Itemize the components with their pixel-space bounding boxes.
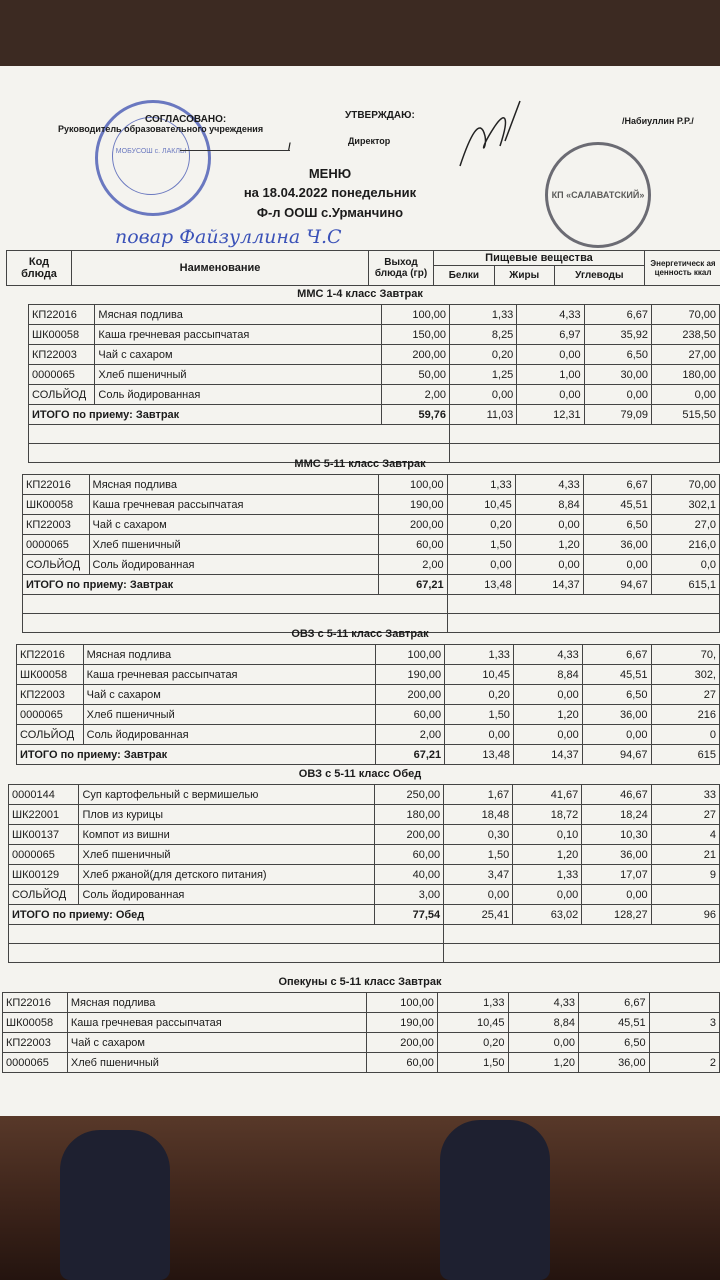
dish-carbs: 36,00 xyxy=(582,705,651,725)
section-title: ОВЗ с 5-11 класс Завтрак xyxy=(291,628,429,640)
dish-energy: 302,1 xyxy=(651,495,719,515)
total-label: ИТОГО по приему: Завтрак xyxy=(17,745,376,765)
dish-fat: 0,00 xyxy=(508,1033,579,1053)
total-value: 615 xyxy=(651,745,719,765)
table-row xyxy=(17,665,720,685)
dish-code: ШК00129 xyxy=(9,865,79,885)
table-row xyxy=(29,345,720,365)
dish-code: ШК00058 xyxy=(17,665,84,685)
dish-protein: 1,33 xyxy=(450,305,517,325)
total-value: 67,21 xyxy=(375,745,444,765)
signer-name: /Набиуллин Р.Р./ xyxy=(622,116,694,126)
dish-yield: 150,00 xyxy=(382,325,450,345)
dish-name: Суп картофельный с вермишелью xyxy=(79,785,374,805)
dish-fat: 1,20 xyxy=(513,705,582,725)
dish-carbs: 45,51 xyxy=(579,1013,650,1033)
dish-name: Соль йодированная xyxy=(79,885,374,905)
dish-yield: 60,00 xyxy=(379,535,448,555)
dish-yield: 2,00 xyxy=(375,725,444,745)
dish-name: Хлеб пшеничный xyxy=(83,705,375,725)
dish-code: КП22016 xyxy=(23,475,90,495)
dish-protein: 1,50 xyxy=(444,845,513,865)
section-title: ММС 1-4 класс Завтрак xyxy=(297,288,423,300)
dish-protein: 0,20 xyxy=(445,685,514,705)
dish-protein: 0,20 xyxy=(450,345,517,365)
dish-protein: 1,50 xyxy=(445,705,514,725)
total-value: 63,02 xyxy=(513,905,582,925)
dish-protein: 10,45 xyxy=(445,665,514,685)
dish-name: Хлеб пшеничный xyxy=(67,1053,366,1073)
table-row xyxy=(29,385,720,405)
col-carbs: Углеводы xyxy=(554,266,644,286)
dish-name: Компот из вишни xyxy=(79,825,374,845)
dish-energy: 9 xyxy=(651,865,719,885)
dish-yield: 100,00 xyxy=(367,993,438,1013)
table-row xyxy=(17,685,720,705)
dish-fat: 18,72 xyxy=(513,805,582,825)
director-label: Директор xyxy=(348,136,391,146)
dish-name: Каша гречневая рассыпчатая xyxy=(67,1013,366,1033)
dish-code: ШК00137 xyxy=(9,825,79,845)
table-row xyxy=(17,645,720,665)
dish-name: Хлеб пшеничный xyxy=(95,365,382,385)
dish-yield: 180,00 xyxy=(374,805,443,825)
dish-yield: 190,00 xyxy=(375,665,444,685)
dish-energy: 238,50 xyxy=(652,325,720,345)
dish-energy xyxy=(649,993,719,1013)
dish-name: Хлеб пшеничный xyxy=(79,845,374,865)
dish-fat: 8,84 xyxy=(508,1013,579,1033)
dish-protein: 0,00 xyxy=(444,885,513,905)
dish-code: 0000065 xyxy=(9,845,79,865)
dish-code: 0000065 xyxy=(3,1053,68,1073)
table-row xyxy=(3,993,720,1013)
dish-fat: 4,33 xyxy=(513,645,582,665)
dish-carbs: 10,30 xyxy=(582,825,651,845)
shoe-left xyxy=(60,1130,170,1280)
dish-yield: 2,00 xyxy=(379,555,448,575)
table-row xyxy=(23,535,720,555)
table-row xyxy=(9,865,720,885)
dish-carbs: 35,92 xyxy=(584,325,651,345)
dish-fat: 41,67 xyxy=(513,785,582,805)
table-row xyxy=(3,1013,720,1033)
dish-code: 0000065 xyxy=(17,705,84,725)
dish-energy: 0,00 xyxy=(652,385,720,405)
dish-protein: 1,67 xyxy=(444,785,513,805)
section-table xyxy=(16,644,720,765)
dish-carbs: 36,00 xyxy=(582,845,651,865)
dish-fat: 0,00 xyxy=(517,345,584,365)
dish-energy: 180,00 xyxy=(652,365,720,385)
dish-fat: 0,00 xyxy=(513,725,582,745)
col-yield: Выход блюда (гр) xyxy=(369,251,434,286)
total-row xyxy=(9,905,720,925)
table-row xyxy=(3,1053,720,1073)
total-value: 615,1 xyxy=(651,575,719,595)
dish-energy: 4 xyxy=(651,825,719,845)
total-row xyxy=(29,405,720,425)
dish-energy: 216,0 xyxy=(651,535,719,555)
dish-code: КП22003 xyxy=(23,515,90,535)
dish-protein: 10,45 xyxy=(447,495,515,515)
dish-code: 0000144 xyxy=(9,785,79,805)
table-row xyxy=(17,725,720,745)
dish-protein: 1,33 xyxy=(447,475,515,495)
dish-protein: 1,25 xyxy=(450,365,517,385)
dish-yield: 100,00 xyxy=(379,475,448,495)
dish-name: Соль йодированная xyxy=(95,385,382,405)
stamp-company-icon xyxy=(545,142,651,248)
col-fat: Жиры xyxy=(494,266,554,286)
dish-energy: 3 xyxy=(649,1013,719,1033)
agreed-label: СОГЛАСОВАНО: xyxy=(145,114,227,125)
dish-carbs: 6,67 xyxy=(584,305,651,325)
dish-carbs: 0,00 xyxy=(582,885,651,905)
dish-energy: 216 xyxy=(651,705,719,725)
table-row xyxy=(9,845,720,865)
cook-note: повар Файзуллина Ч.С xyxy=(115,226,342,248)
dish-carbs: 6,67 xyxy=(583,475,651,495)
dish-code: КП22003 xyxy=(29,345,95,365)
dish-protein: 0,00 xyxy=(445,725,514,745)
dish-fat: 0,00 xyxy=(513,685,582,705)
section-title: ММС 5-11 класс Завтрак xyxy=(294,458,426,470)
section-table xyxy=(2,992,720,1073)
col-name: Наименование xyxy=(72,251,369,286)
empty-row xyxy=(9,925,720,944)
dish-yield: 200,00 xyxy=(382,345,450,365)
table-row xyxy=(29,365,720,385)
section-table xyxy=(22,474,720,633)
table-row xyxy=(29,305,720,325)
total-value: 25,41 xyxy=(444,905,513,925)
agreed-role: Руководитель образовательного учреждения xyxy=(58,124,264,134)
empty-row xyxy=(29,425,720,444)
dish-fat: 0,00 xyxy=(515,555,583,575)
dish-fat: 4,33 xyxy=(515,475,583,495)
dish-code: СОЛЬЙОД xyxy=(29,385,95,405)
dish-yield: 60,00 xyxy=(374,845,443,865)
director-signature-icon xyxy=(450,96,530,176)
dish-fat: 4,33 xyxy=(508,993,579,1013)
dish-code: ШК00058 xyxy=(29,325,95,345)
dish-carbs: 6,50 xyxy=(582,685,651,705)
col-code: Код блюда xyxy=(7,251,72,286)
dish-fat: 1,20 xyxy=(515,535,583,555)
dish-code: КП22016 xyxy=(3,993,68,1013)
dish-name: Плов из курицы xyxy=(79,805,374,825)
dish-code: СОЛЬЙОД xyxy=(17,725,84,745)
dish-fat: 1,00 xyxy=(517,365,584,385)
col-nutrients: Пищевые вещества xyxy=(434,251,645,266)
dish-fat: 1,33 xyxy=(513,865,582,885)
table-row xyxy=(9,785,720,805)
stamp-company-text: КП «САЛАВАТСКИЙ» xyxy=(551,190,645,200)
dish-carbs: 6,50 xyxy=(579,1033,650,1053)
empty-row xyxy=(9,944,720,963)
dish-protein: 3,47 xyxy=(444,865,513,885)
dish-energy: 70,00 xyxy=(652,305,720,325)
total-value: 67,21 xyxy=(379,575,448,595)
dish-fat: 0,10 xyxy=(513,825,582,845)
dish-protein: 1,50 xyxy=(447,535,515,555)
col-energy: Энергетическ ая ценность ккал xyxy=(645,251,720,286)
dish-protein: 18,48 xyxy=(444,805,513,825)
dish-code: СОЛЬЙОД xyxy=(23,555,90,575)
dish-carbs: 6,50 xyxy=(584,345,651,365)
dish-protein: 0,20 xyxy=(447,515,515,535)
section-title: ОВЗ с 5-11 класс Обед xyxy=(298,768,422,780)
dish-name: Хлеб пшеничный xyxy=(89,535,379,555)
dish-yield: 100,00 xyxy=(382,305,450,325)
dish-name: Каша гречневая рассыпчатая xyxy=(83,665,375,685)
dish-energy: 33 xyxy=(651,785,719,805)
table-row xyxy=(23,475,720,495)
dish-code: КП22003 xyxy=(3,1033,68,1053)
dish-name: Мясная подлива xyxy=(89,475,379,495)
dish-yield: 100,00 xyxy=(375,645,444,665)
total-value: 96 xyxy=(651,905,719,925)
total-row xyxy=(23,575,720,595)
menu-title: МЕНЮ xyxy=(308,166,352,181)
dish-code: ШК00058 xyxy=(3,1013,68,1033)
empty-row xyxy=(23,595,720,614)
approve-label: УТВЕРЖДАЮ: xyxy=(345,110,415,121)
dish-carbs: 18,24 xyxy=(582,805,651,825)
dish-carbs: 6,67 xyxy=(582,645,651,665)
total-label: ИТОГО по приему: Завтрак xyxy=(29,405,382,425)
menu-sheet xyxy=(0,66,720,1116)
dish-fat: 0,00 xyxy=(517,385,584,405)
col-protein: Белки xyxy=(434,266,495,286)
total-value: 12,31 xyxy=(517,405,584,425)
dish-yield: 2,00 xyxy=(382,385,450,405)
stamp-school-text: МОБУСОШ с. ЛАКЛЫ xyxy=(115,148,187,155)
signature-line xyxy=(180,150,290,151)
dish-yield: 250,00 xyxy=(374,785,443,805)
dish-protein: 0,20 xyxy=(437,1033,508,1053)
dish-carbs: 0,00 xyxy=(582,725,651,745)
dish-protein: 10,45 xyxy=(437,1013,508,1033)
dish-code: КП22003 xyxy=(17,685,84,705)
dish-energy: 70,00 xyxy=(651,475,719,495)
dish-energy: 21 xyxy=(651,845,719,865)
dish-code: КП22016 xyxy=(17,645,84,665)
total-value: 14,37 xyxy=(515,575,583,595)
column-header-table xyxy=(6,250,720,286)
table-row xyxy=(9,885,720,905)
dish-yield: 40,00 xyxy=(374,865,443,885)
section-table xyxy=(28,304,720,463)
dish-protein: 0,00 xyxy=(450,385,517,405)
table-row xyxy=(29,325,720,345)
table-row xyxy=(23,515,720,535)
dish-yield: 200,00 xyxy=(367,1033,438,1053)
total-value: 77,54 xyxy=(374,905,443,925)
dish-yield: 3,00 xyxy=(374,885,443,905)
dish-name: Соль йодированная xyxy=(83,725,375,745)
dish-name: Чай с сахаром xyxy=(83,685,375,705)
dish-fat: 8,84 xyxy=(515,495,583,515)
dish-yield: 200,00 xyxy=(379,515,448,535)
dish-yield: 200,00 xyxy=(375,685,444,705)
dish-name: Чай с сахаром xyxy=(95,345,382,365)
dish-name: Каша гречневая рассыпчатая xyxy=(95,325,382,345)
total-value: 94,67 xyxy=(582,745,651,765)
total-label: ИТОГО по приему: Завтрак xyxy=(23,575,379,595)
dish-yield: 190,00 xyxy=(379,495,448,515)
dish-carbs: 0,00 xyxy=(583,555,651,575)
table-row xyxy=(17,705,720,725)
dish-protein: 0,30 xyxy=(444,825,513,845)
dish-energy: 0 xyxy=(651,725,719,745)
dish-name: Хлеб ржаной(для детского питания) xyxy=(79,865,374,885)
dish-code: КП22016 xyxy=(29,305,95,325)
total-value: 13,48 xyxy=(447,575,515,595)
dish-energy: 27 xyxy=(651,805,719,825)
dish-code: 0000065 xyxy=(29,365,95,385)
total-value: 515,50 xyxy=(652,405,720,425)
dish-energy: 70, xyxy=(651,645,719,665)
dish-energy xyxy=(649,1033,719,1053)
dish-fat: 6,97 xyxy=(517,325,584,345)
dish-energy xyxy=(651,885,719,905)
dish-yield: 50,00 xyxy=(382,365,450,385)
dish-carbs: 0,00 xyxy=(584,385,651,405)
dish-energy: 27 xyxy=(651,685,719,705)
dish-protein: 1,50 xyxy=(437,1053,508,1073)
dish-energy: 27,00 xyxy=(652,345,720,365)
dish-code: ШК00058 xyxy=(23,495,90,515)
shoe-right xyxy=(440,1120,550,1280)
table-row xyxy=(23,495,720,515)
dish-fat: 4,33 xyxy=(517,305,584,325)
table-row xyxy=(9,805,720,825)
dish-carbs: 46,67 xyxy=(582,785,651,805)
dish-name: Чай с сахаром xyxy=(67,1033,366,1053)
dish-fat: 8,84 xyxy=(513,665,582,685)
dish-fat: 0,00 xyxy=(513,885,582,905)
total-value: 13,48 xyxy=(445,745,514,765)
total-value: 59,76 xyxy=(382,405,450,425)
dish-fat: 1,20 xyxy=(513,845,582,865)
dish-yield: 200,00 xyxy=(374,825,443,845)
total-row xyxy=(17,745,720,765)
dish-name: Мясная подлива xyxy=(83,645,375,665)
menu-school: Ф-л ООШ с.Урманчино xyxy=(256,205,404,220)
total-value: 128,27 xyxy=(582,905,651,925)
dish-energy: 302, xyxy=(651,665,719,685)
dish-carbs: 45,51 xyxy=(583,495,651,515)
dish-yield: 190,00 xyxy=(367,1013,438,1033)
total-value: 79,09 xyxy=(584,405,651,425)
dish-protein: 0,00 xyxy=(447,555,515,575)
dish-fat: 1,20 xyxy=(508,1053,579,1073)
dish-yield: 60,00 xyxy=(367,1053,438,1073)
section-title: Опекуны с 5-11 класс Завтрак xyxy=(278,976,442,988)
total-value: 11,03 xyxy=(450,405,517,425)
dish-name: Мясная подлива xyxy=(67,993,366,1013)
dish-yield: 60,00 xyxy=(375,705,444,725)
table-row xyxy=(3,1033,720,1053)
dish-name: Каша гречневая рассыпчатая xyxy=(89,495,379,515)
dish-energy: 0,0 xyxy=(651,555,719,575)
total-value: 14,37 xyxy=(513,745,582,765)
dish-code: ШК22001 xyxy=(9,805,79,825)
menu-date: на 18.04.2022 понедельник xyxy=(243,185,417,200)
dish-energy: 27,0 xyxy=(651,515,719,535)
table-row xyxy=(23,555,720,575)
dish-carbs: 36,00 xyxy=(583,535,651,555)
dish-protein: 8,25 xyxy=(450,325,517,345)
dish-carbs: 30,00 xyxy=(584,365,651,385)
dish-carbs: 6,50 xyxy=(583,515,651,535)
dish-fat: 0,00 xyxy=(515,515,583,535)
dish-carbs: 6,67 xyxy=(579,993,650,1013)
dish-carbs: 36,00 xyxy=(579,1053,650,1073)
total-label: ИТОГО по приему: Обед xyxy=(9,905,375,925)
total-value: 94,67 xyxy=(583,575,651,595)
dish-name: Мясная подлива xyxy=(95,305,382,325)
section-table xyxy=(8,784,720,963)
dish-name: Соль йодированная xyxy=(89,555,379,575)
slash: / xyxy=(288,142,291,153)
dish-protein: 1,33 xyxy=(445,645,514,665)
dish-code: 0000065 xyxy=(23,535,90,555)
dish-name: Чай с сахаром xyxy=(89,515,379,535)
dish-energy: 2 xyxy=(649,1053,719,1073)
dish-code: СОЛЬЙОД xyxy=(9,885,79,905)
dish-protein: 1,33 xyxy=(437,993,508,1013)
table-row xyxy=(9,825,720,845)
dish-carbs: 17,07 xyxy=(582,865,651,885)
dish-carbs: 45,51 xyxy=(582,665,651,685)
